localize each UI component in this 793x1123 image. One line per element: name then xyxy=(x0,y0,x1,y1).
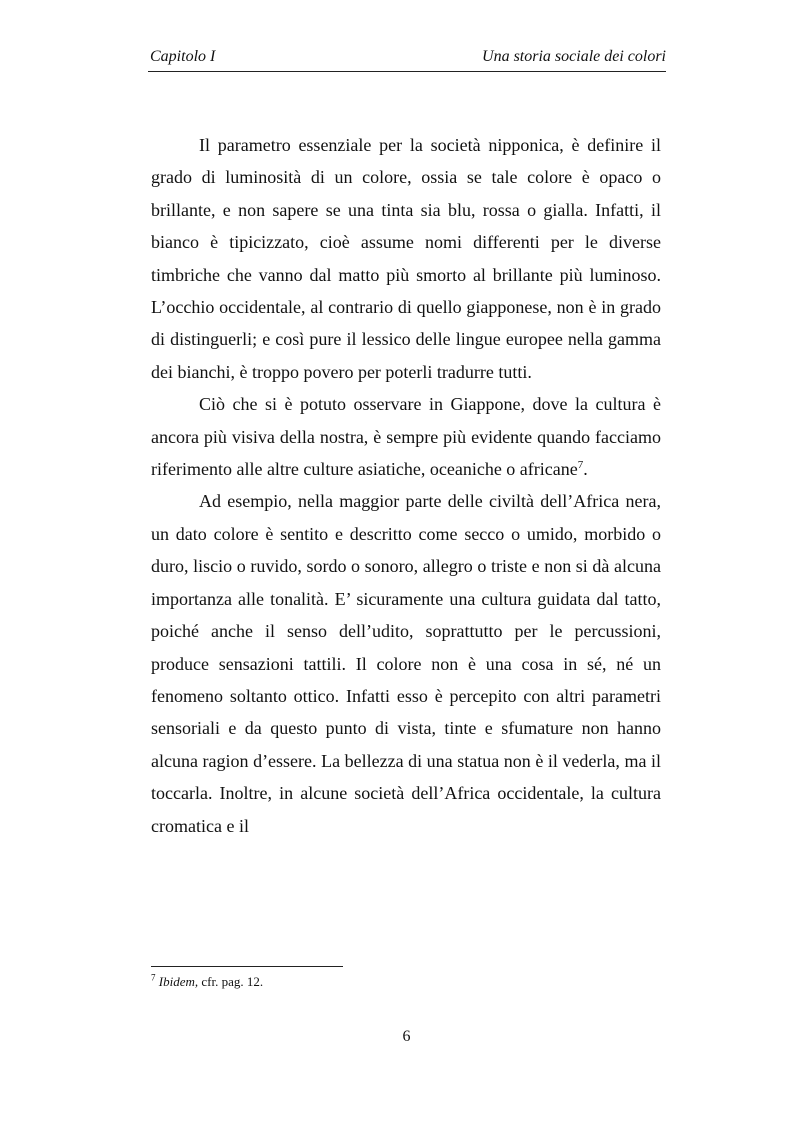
section-title: Una storia sociale dei colori xyxy=(482,48,666,65)
page-number: 6 xyxy=(402,1028,411,1045)
chapter-label: Capitolo I xyxy=(150,48,216,65)
paragraph-text-end: . xyxy=(583,459,588,480)
footnote-rule xyxy=(151,966,343,967)
paragraph-text: Ciò che si è potuto osservare in Giappone, dove la cultura è ancora più visiva della nostra, è sempre più evidente quando facciamo riferimento alle altre culture asiatiche, oceaniche o africane xyxy=(151,394,661,480)
paragraph: Ad esempio, nella maggior parte delle civiltà dell’Africa nera, un dato colore è sentito e descritto come secco o umido, morbido o duro, liscio o ruvido, sordo o sonoro, allegro o triste e non si dà alcuna importanza alle tonalità. E’ sicuramente una cultura guidata dal tatto, poiché anche il senso dell’udito, soprattutto per le percussioni, produce sensazioni tattili. Il colore non è una cosa in sé, né un fenomeno soltanto ottico. Infatti esso è percepito con altri parametri sensoriali e da questo punto di vista, tinte e sfumature non hanno alcuna ragion d’essere. La bellezza di una statua non è il vederla, ma il toccarla. Inoltre, in alcune società dell’Africa occidentale, la cultura cromatica e il xyxy=(151,491,661,836)
header-rule xyxy=(148,71,666,72)
footnote-source: Ibidem, xyxy=(158,974,199,989)
running-header xyxy=(148,46,666,68)
footnote-number: 7 xyxy=(151,972,156,983)
footnote xyxy=(151,973,263,991)
footnote-reference[interactable]: 7 xyxy=(577,459,584,472)
paragraph xyxy=(151,388,661,485)
paragraph: Il parametro essenziale per la società nipponica, è definire il grado di luminosità di un colore, ossia se tale colore è opaco o brillante, e non sapere se una tinta sia blu, rossa o gialla. Infatti, il bianco è tipicizzato, cioè assume nomi differenti per le diverse timbriche che vanno dal matto più smorto al brillante più luminoso. L’occhio occidentale, al contrario di quello giapponese, non è in grado di distinguerli; e così pure il lessico delle lingue europee nella gamma dei bianchi, è troppo povero per poterli tradurre tutti. xyxy=(151,135,661,382)
footnote-citation: cfr. pag. 12. xyxy=(198,974,264,989)
body-text xyxy=(151,129,661,842)
